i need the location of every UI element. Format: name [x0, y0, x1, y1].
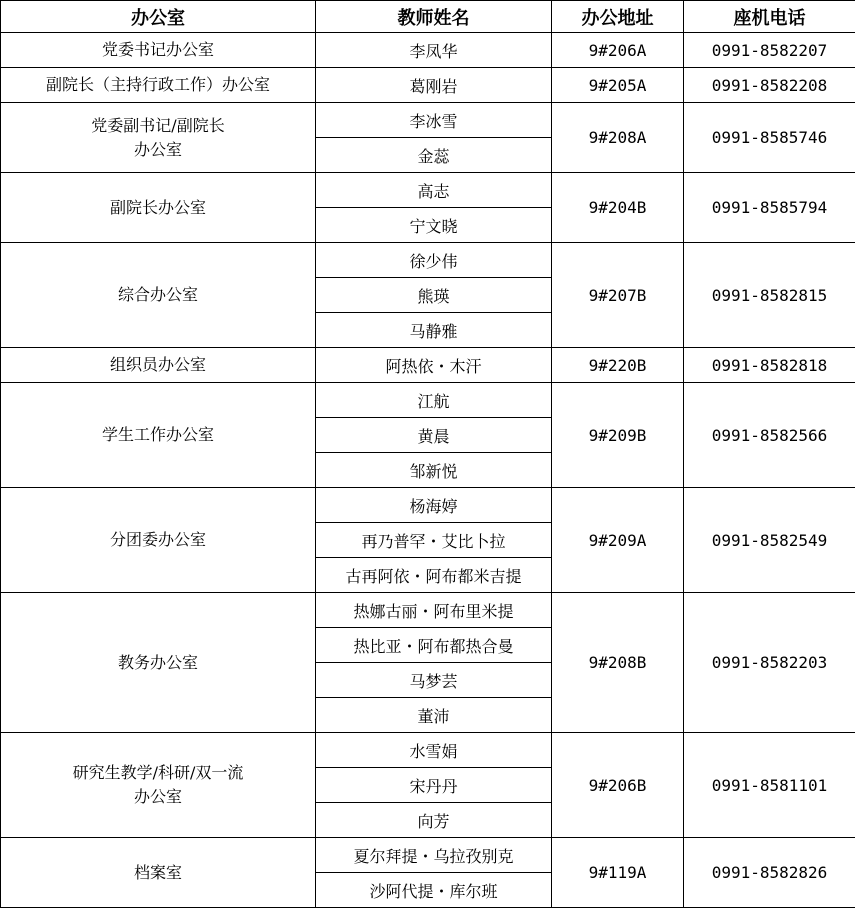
- office-phone-cell: 0991-8582203: [684, 593, 855, 733]
- office-name-line: 分团委办公室: [109, 530, 206, 549]
- office-name-cell: [1, 173, 316, 243]
- teacher-name-cell: 热娜古丽・阿布里米提: [316, 593, 552, 628]
- office-phone-cell: 0991-8582566: [684, 383, 855, 488]
- office-address-cell: 9#204B: [552, 173, 684, 243]
- header-address: 办公地址: [552, 1, 684, 33]
- table-row: [1, 383, 855, 418]
- office-name-line: 研究生教学/科研/双一流: [72, 763, 244, 782]
- teacher-name-cell: 马梦芸: [316, 663, 552, 698]
- office-name-cell: [1, 103, 316, 173]
- office-address-cell: 9#206A: [552, 33, 684, 68]
- office-name-line: 副院长办公室: [109, 197, 206, 217]
- teacher-name-cell: 沙阿代提・库尔班: [316, 873, 552, 908]
- office-name-cell: [1, 68, 316, 103]
- office-phone-cell: 0991-8581101: [684, 733, 855, 838]
- office-address-cell: 9#220B: [552, 348, 684, 383]
- teacher-name-cell: 葛刚岩: [316, 68, 552, 103]
- table-row: [1, 243, 855, 278]
- office-phone-cell: 0991-8585746: [684, 103, 855, 173]
- table-row: [1, 173, 855, 208]
- office-address-cell: 9#209B: [552, 383, 684, 488]
- office-name-line: 组织员办公室: [109, 355, 206, 374]
- table-row: [1, 733, 855, 768]
- teacher-name-cell: 黄晨: [316, 418, 552, 453]
- office-address-cell: 9#206B: [552, 733, 684, 838]
- office-phone-cell: 0991-8585794: [684, 173, 855, 243]
- teacher-name-cell: 马静雅: [316, 313, 552, 348]
- table-row: [1, 33, 855, 68]
- office-address-cell: 9#208B: [552, 593, 684, 733]
- teacher-name-cell: 金蕊: [316, 138, 552, 173]
- teacher-name-cell: 李冰雪: [316, 103, 552, 138]
- header-row: [1, 1, 855, 33]
- office-name-line: 学生工作办公室: [101, 425, 214, 444]
- office-name-cell: [1, 383, 316, 488]
- header-office: 办公室: [1, 1, 316, 33]
- office-phone-cell: 0991-8582818: [684, 348, 855, 383]
- office-name-line: 办公室: [133, 139, 182, 159]
- office-address-cell: 9#207B: [552, 243, 684, 348]
- office-phone-cell: 0991-8582208: [684, 68, 855, 103]
- office-name-cell: [1, 838, 316, 908]
- office-name-cell: [1, 488, 316, 593]
- office-name-line: 综合办公室: [117, 285, 198, 304]
- office-name-cell: [1, 348, 316, 383]
- office-name-cell: [1, 243, 316, 348]
- table-row: [1, 103, 855, 138]
- teacher-name-cell: 宋丹丹: [316, 768, 552, 803]
- office-name-line: 档案室: [133, 862, 182, 882]
- header-phone: 座机电话: [684, 1, 855, 33]
- table-row: [1, 593, 855, 628]
- teacher-name-cell: 董沛: [316, 698, 552, 733]
- teacher-name-cell: 邹新悦: [316, 453, 552, 488]
- header-teacher-name: 教师姓名: [316, 1, 552, 33]
- office-name-line: 党委副书记/副院长: [91, 115, 225, 135]
- teacher-name-cell: 再乃普罕・艾比卜拉: [316, 523, 552, 558]
- teacher-name-cell: 熊瑛: [316, 278, 552, 313]
- teacher-name-cell: 水雪娟: [316, 733, 552, 768]
- teacher-name-cell: 阿热依・木汗: [316, 348, 552, 383]
- teacher-name-cell: 向芳: [316, 803, 552, 838]
- office-address-cell: 9#209A: [552, 488, 684, 593]
- table-row: [1, 68, 855, 103]
- teacher-name-cell: 江航: [316, 383, 552, 418]
- office-address-cell: 9#208A: [552, 103, 684, 173]
- teacher-name-cell: 夏尔拜提・乌拉孜别克: [316, 838, 552, 873]
- teacher-name-cell: 徐少伟: [316, 243, 552, 278]
- office-name-line: 副院长（主持行政工作）办公室: [45, 75, 270, 94]
- office-address-cell: 9#205A: [552, 68, 684, 103]
- teacher-name-cell: 杨海婷: [316, 488, 552, 523]
- office-phone-cell: 0991-8582815: [684, 243, 855, 348]
- table-row: [1, 838, 855, 873]
- teacher-name-cell: 古再阿依・阿布都米吉提: [316, 558, 552, 593]
- office-phone-cell: 0991-8582207: [684, 33, 855, 68]
- teacher-name-cell: 热比亚・阿布都热合曼: [316, 628, 552, 663]
- office-name-line: 党委书记办公室: [101, 40, 214, 59]
- directory-body: [1, 33, 855, 908]
- table-row: [1, 488, 855, 523]
- office-name-line: 办公室: [133, 787, 182, 806]
- table-row: [1, 348, 855, 383]
- office-phone-cell: 0991-8582549: [684, 488, 855, 593]
- teacher-name-cell: 宁文晓: [316, 208, 552, 243]
- office-name-cell: [1, 593, 316, 733]
- teacher-name-cell: 李凤华: [316, 33, 552, 68]
- office-phone-cell: 0991-8582826: [684, 838, 855, 908]
- office-name-cell: [1, 733, 316, 838]
- office-name-cell: [1, 33, 316, 68]
- office-address-cell: 9#119A: [552, 838, 684, 908]
- teacher-name-cell: 高志: [316, 173, 552, 208]
- office-name-line: 教务办公室: [117, 652, 198, 672]
